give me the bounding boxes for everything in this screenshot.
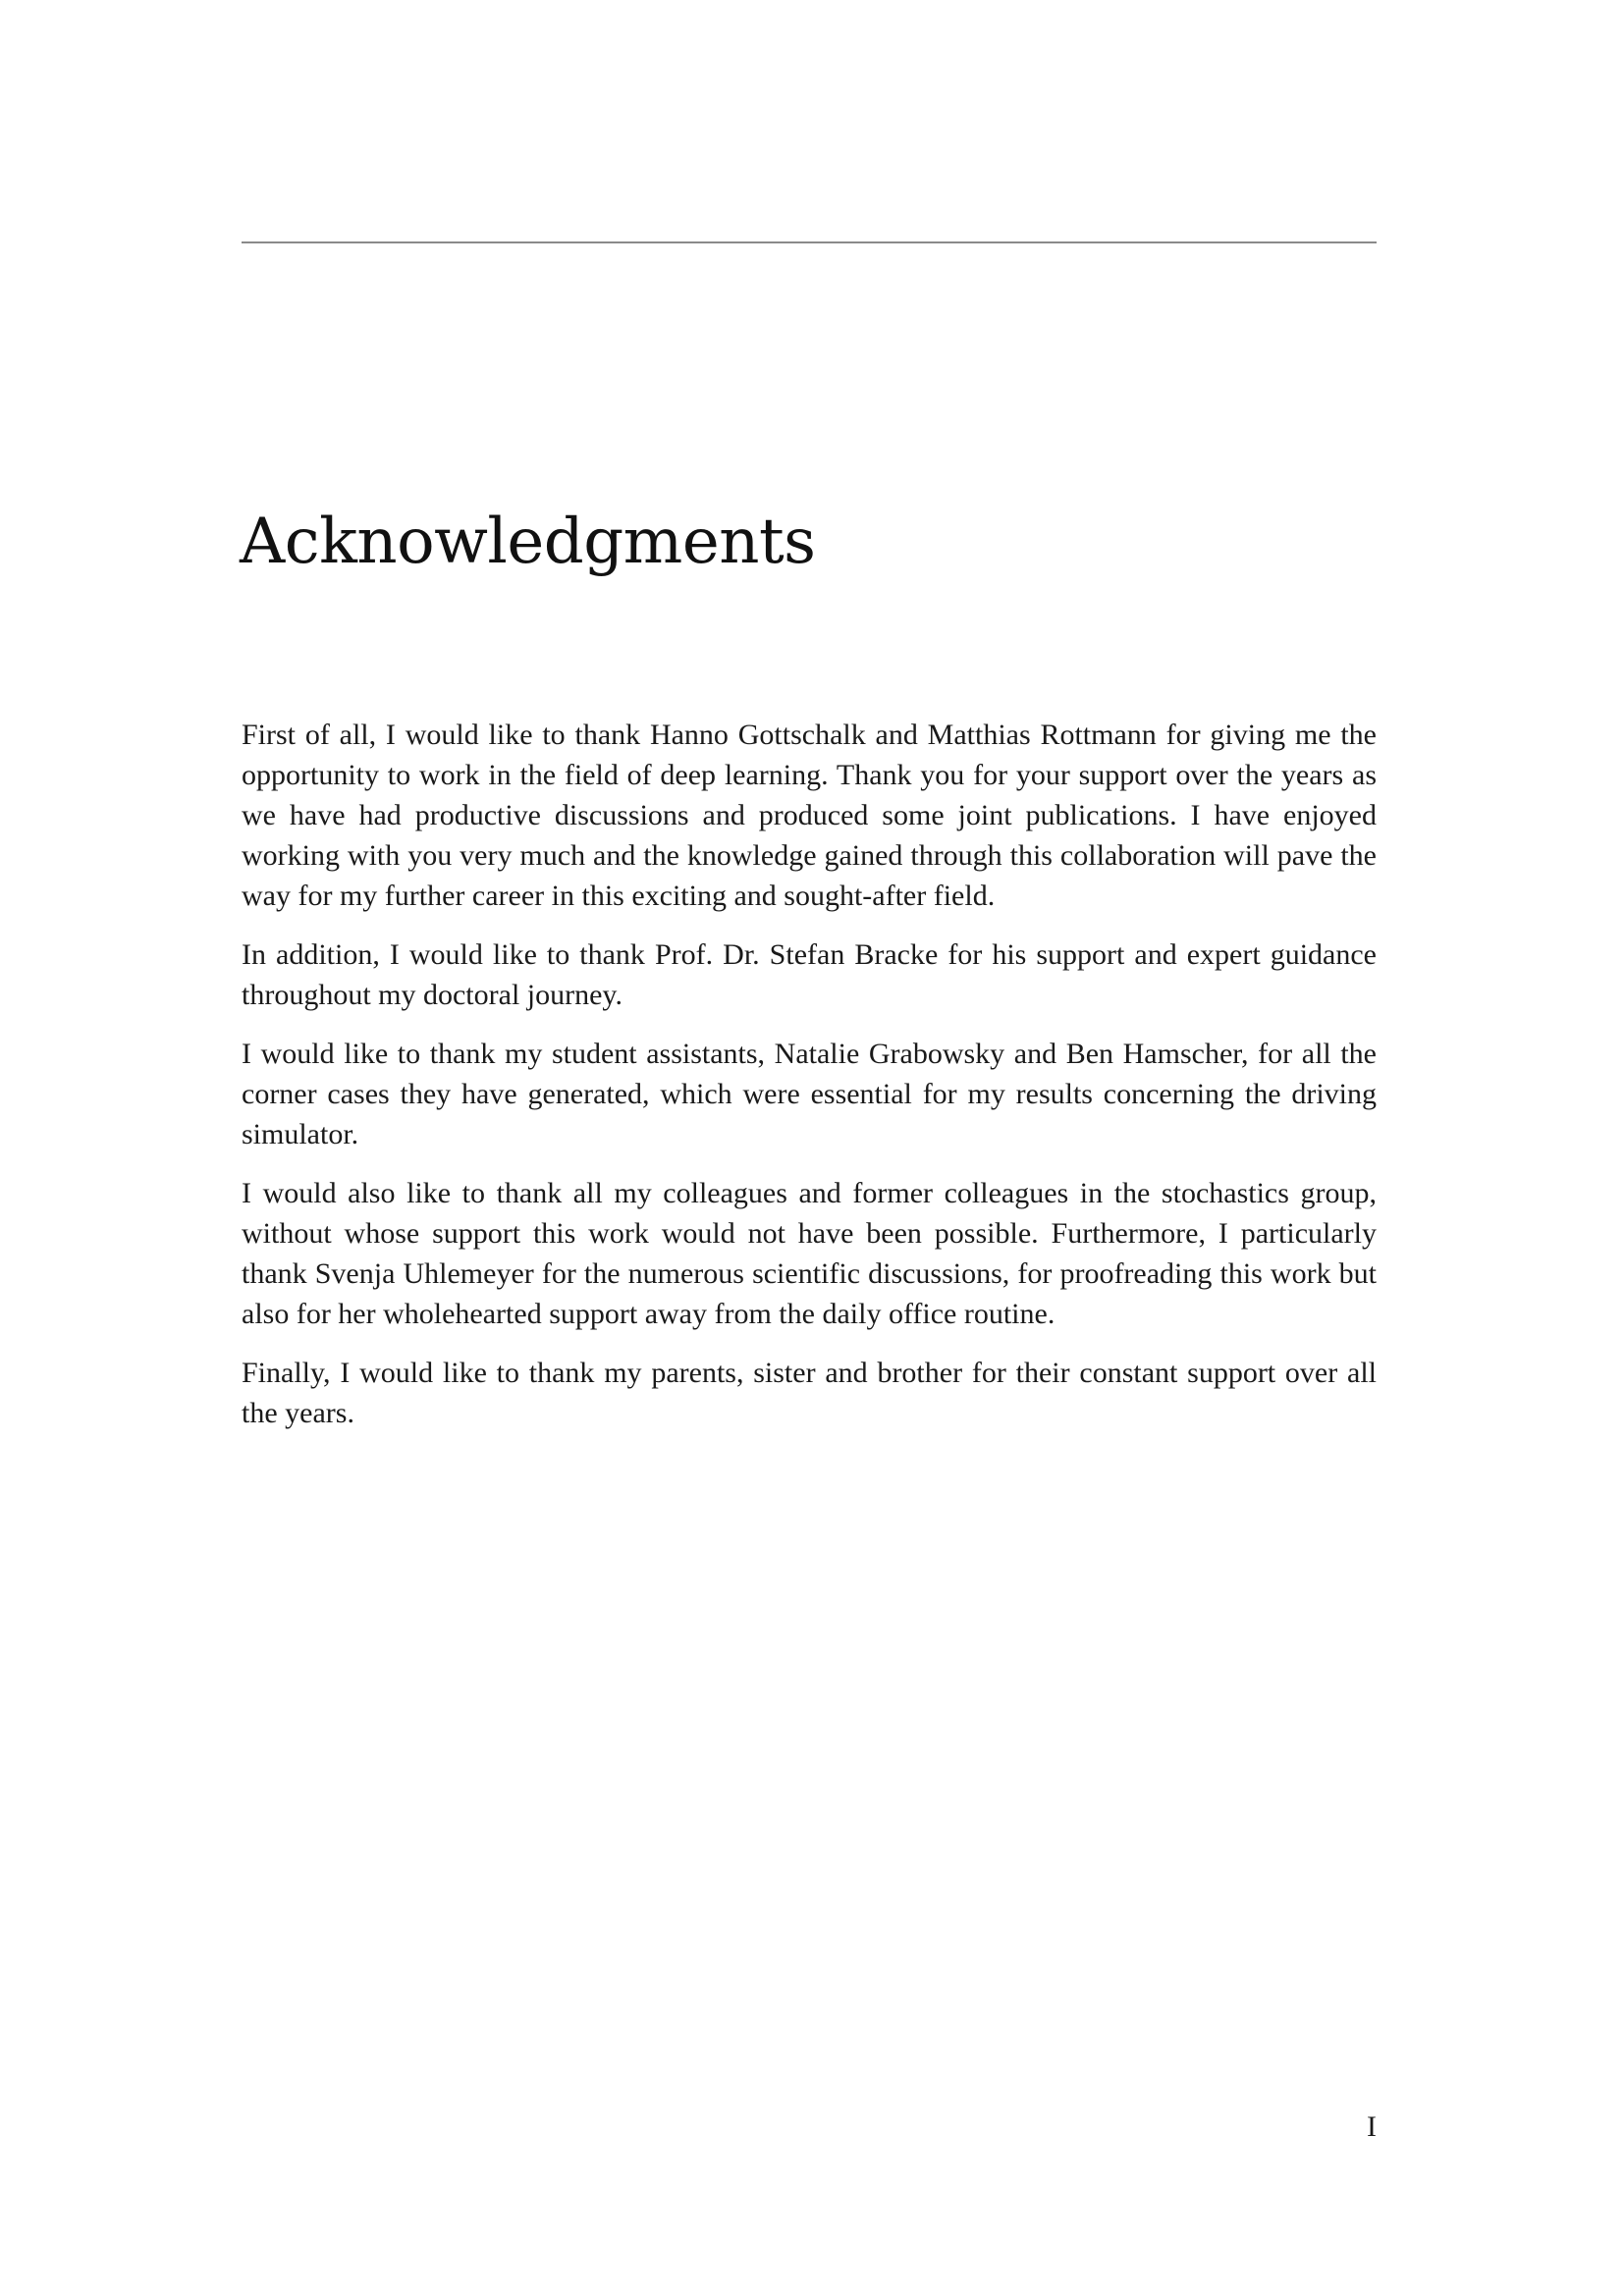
paragraph-4: I would also like to thank all my colleagues and former colleagues in the stochastics group, without whose support this work would not have been possible. Furthermore, I particularly thank Svenja Uhlemeyer for the numerous scientific discussions, for proofreading this work but also for her wholehearted support away from the daily office routine. [242, 1177, 1377, 1330]
paragraph-2: In addition, I would like to thank Prof. Dr. Stefan Bracke for his support and expert guidance throughout my doctoral journey. [242, 938, 1377, 1011]
header-rule [242, 241, 1377, 243]
paragraph-1: First of all, I would like to thank Hanno Gottschalk and Matthias Rottmann for giving me the opportunity to work in the field of deep learning. Thank you for your support over the years as we have had productive discussions and produced some joint publications. I have enjoyed working with you very much and the knowledge gained through this collaboration will pave the way for my further career in this exciting and sought-after field. [242, 719, 1377, 912]
page-number: I [1367, 2110, 1377, 2143]
acknowledgments-body [242, 715, 1377, 1452]
chapter-title: Acknowledgments [240, 506, 816, 578]
paragraph-3: I would like to thank my student assistants, Natalie Grabowsky and Ben Hamscher, for all the corner cases they have generated, which were essential for my results concerning the driving simulator. [242, 1038, 1377, 1150]
paragraph-5: Finally, I would like to thank my parents, sister and brother for their constant support over all the years. [242, 1357, 1377, 1429]
